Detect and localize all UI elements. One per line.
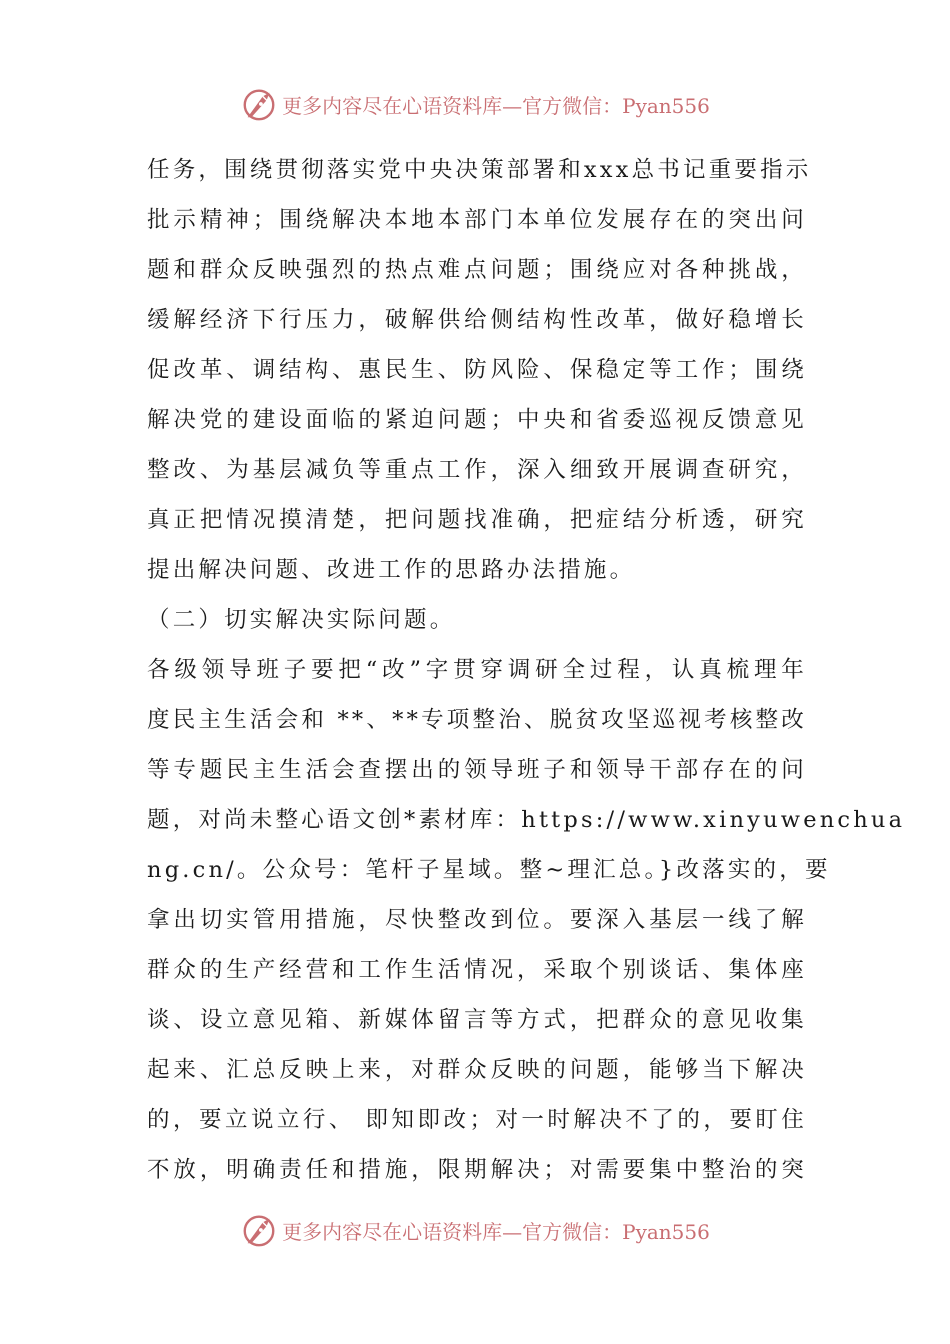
text-line: 不放，明确责任和措施，限期解决；对需要集中整治的突 [147,1157,807,1183]
watermark-text: 更多内容尽在心语资料库—官方微信：Pyan556 [282,93,710,118]
pen-nib-circle-icon [240,85,278,123]
text-line: 任务，围绕贯彻落实党中央决策部署和xxx总书记重要指示 [147,157,812,183]
text-line: （二）切实解决实际问题。 [147,607,456,633]
watermark-text: 更多内容尽在心语资料库—官方微信：Pyan556 [282,1219,710,1244]
footer-watermark-banner [0,1210,950,1250]
text-line: 起来、汇总反映上来，对群众反映的问题，能够当下解决 [147,1057,807,1083]
pen-nib-circle-icon [240,1211,278,1249]
text-line: 题，对尚未整心语文创*素材库：https://www.xinyuwenchua [147,807,906,833]
text-line: 批示精神；围绕解决本地本部门本单位发展存在的突出问 [147,207,807,233]
text-line: 提出解决问题、改进工作的思路办法措施。 [147,557,636,583]
text-line: 谈、设立意见箱、新媒体留言等方式，把群众的意见收集 [147,1007,807,1033]
text-line: 的，要立说立行、 即知即改；对一时解决不了的，要盯住 [147,1107,807,1133]
text-line: 拿出切实管用措施，尽快整改到位。要深入基层一线了解 [147,907,807,933]
text-line: 群众的生产经营和工作生活情况，采取个别谈话、集体座 [147,957,807,983]
text-line: 等专题民主生活会查摆出的领导班子和领导干部存在的问 [147,757,807,783]
text-line: 整改、为基层减负等重点工作，深入细致开展调查研究， [147,457,807,483]
text-line: 真正把情况摸清楚，把问题找准确，把症结分析透，研究 [147,507,807,533]
text-line: 各级领导班子要把“改”字贯穿调研全过程，认真梳理年 [147,657,807,683]
text-line: 解决党的建设面临的紧迫问题；中央和省委巡视反馈意见 [147,407,807,433]
text-line: 缓解经济下行压力，破解供给侧结构性改革，做好稳增长 [147,307,807,333]
header-watermark-banner [0,84,950,124]
text-line: ng.cn/。公众号：笔杆子星域。整~理汇总。}改落实的，要 [147,857,831,883]
text-line: 促改革、调结构、惠民生、防风险、保稳定等工作；围绕 [147,357,807,383]
text-line: 题和群众反映强烈的热点难点问题；围绕应对各种挑战， [147,257,807,283]
document-body [147,145,906,1195]
text-line: 度民主生活会和 **、**专项整治、脱贫攻坚巡视考核整改 [147,707,807,733]
